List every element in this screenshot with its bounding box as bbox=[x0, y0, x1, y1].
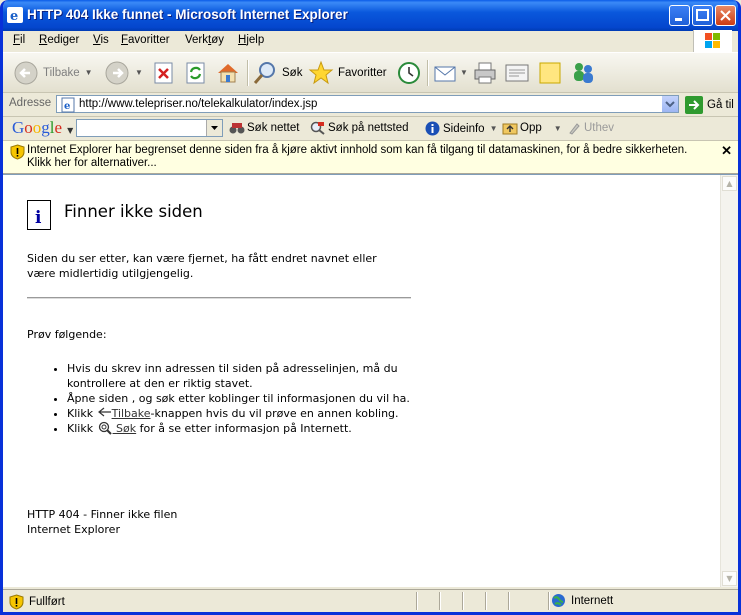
window-title: HTTP 404 Ikke funnet - Microsoft Internet Explorer bbox=[27, 7, 348, 22]
menu-help[interactable]: Hjelp bbox=[238, 34, 265, 46]
minimize-icon bbox=[670, 6, 689, 25]
stop-icon bbox=[152, 61, 176, 85]
page-title: Finner ikke siden bbox=[64, 202, 203, 221]
printer-icon bbox=[472, 60, 498, 86]
shield-warning-icon bbox=[10, 144, 25, 160]
edit-button[interactable] bbox=[504, 58, 530, 87]
messenger-icon bbox=[569, 60, 597, 86]
svg-text:e: e bbox=[10, 9, 19, 23]
back-link[interactable]: Tilbake bbox=[111, 407, 151, 420]
menu-file[interactable]: Fil bbox=[13, 34, 26, 46]
close-button[interactable] bbox=[715, 5, 736, 26]
search-link[interactable]: Søk bbox=[112, 422, 137, 435]
error-description: Siden du ser etter, kan være fjernet, ha fått endret navnet eller være midlertidig utilgjengelig. bbox=[27, 252, 377, 280]
highlighter-icon bbox=[567, 121, 581, 135]
error-code: HTTP 404 - Finner ikke filen bbox=[27, 508, 178, 521]
sticky-note-icon bbox=[537, 60, 563, 86]
refresh-icon bbox=[184, 61, 208, 85]
forward-button[interactable] bbox=[104, 58, 143, 87]
info-page-icon: i bbox=[27, 200, 51, 230]
google-toolbar bbox=[3, 117, 738, 141]
mail-button[interactable] bbox=[433, 58, 468, 87]
menu-tools[interactable]: Verktøy bbox=[185, 34, 224, 46]
star-icon bbox=[308, 60, 334, 86]
back-arrow-icon bbox=[97, 407, 112, 417]
history-button[interactable] bbox=[396, 58, 422, 87]
binoculars-icon bbox=[229, 121, 245, 135]
print-button[interactable] bbox=[472, 58, 498, 87]
address-input[interactable]: e http://www.telepriser.no/telekalkulator/index.jsp bbox=[56, 95, 679, 113]
scroll-up-button[interactable]: ▲ bbox=[722, 176, 737, 191]
search-icon bbox=[97, 421, 113, 435]
stop-button[interactable] bbox=[152, 58, 176, 87]
chevron-down-icon: ▼ bbox=[489, 124, 498, 133]
suggestion-list bbox=[27, 361, 447, 436]
title-bar[interactable] bbox=[0, 0, 741, 31]
status-bar bbox=[3, 589, 738, 613]
address-dropdown-button[interactable] bbox=[661, 96, 678, 112]
menu-favorites[interactable]: Favoritter bbox=[121, 34, 170, 46]
menu-view[interactable]: Vis bbox=[93, 34, 109, 46]
chevron-down-icon: ▼ bbox=[84, 68, 93, 77]
list-item: • Åpne siden , og søk etter koblinger til informasjonen du vil ha. bbox=[67, 391, 447, 406]
site-search-icon bbox=[310, 121, 326, 135]
up-button[interactable]: Opp ▼ bbox=[502, 121, 562, 135]
minimize-button[interactable] bbox=[669, 5, 690, 26]
chevron-down-icon: ▼ bbox=[135, 68, 143, 77]
page-info-button[interactable]: Sideinfo ▼ bbox=[425, 121, 497, 136]
discuss-button[interactable] bbox=[537, 58, 563, 87]
vertical-scrollbar[interactable] bbox=[720, 175, 738, 587]
google-search-input[interactable] bbox=[76, 119, 223, 137]
maximize-button[interactable] bbox=[692, 5, 713, 26]
windows-flag-icon bbox=[693, 30, 732, 52]
page-content bbox=[3, 174, 738, 587]
information-bar[interactable] bbox=[3, 141, 738, 174]
chevron-down-icon: ▼ bbox=[67, 126, 74, 135]
home-button[interactable] bbox=[215, 58, 241, 87]
folder-up-icon bbox=[502, 121, 518, 135]
information-bar-message: Internet Explorer har begrenset denne siden fra å kjøre aktivt innhold som kan få tilgang til datamaskinen, for å bedre sikkerheten. Klikk her for alternativer... bbox=[27, 144, 688, 169]
page-icon bbox=[60, 97, 76, 113]
close-icon bbox=[716, 6, 735, 25]
chevron-down-icon: ▼ bbox=[460, 68, 468, 77]
info-icon bbox=[425, 121, 440, 136]
menu-edit[interactable]: Rediger bbox=[39, 34, 80, 46]
chevron-down-icon: ▼ bbox=[553, 123, 562, 133]
standard-toolbar bbox=[3, 53, 738, 93]
google-search-dropdown[interactable] bbox=[206, 120, 222, 136]
security-zone[interactable]: Internett bbox=[551, 593, 613, 608]
svg-text:e: e bbox=[64, 101, 71, 112]
go-arrow-icon bbox=[685, 96, 703, 114]
menu-bar bbox=[3, 31, 738, 53]
back-arrow-icon bbox=[13, 60, 39, 86]
ie-logo-icon bbox=[7, 7, 23, 23]
chevron-down-icon bbox=[662, 96, 678, 112]
favorites-button[interactable]: Favoritter bbox=[308, 58, 387, 87]
shield-warning-icon bbox=[9, 594, 24, 610]
try-label: Prøv følgende: bbox=[27, 328, 107, 341]
messenger-button[interactable] bbox=[569, 58, 597, 87]
go-button[interactable]: Gå til bbox=[685, 96, 734, 114]
highlight-button[interactable]: Uthev bbox=[567, 121, 614, 135]
history-icon bbox=[396, 60, 422, 86]
chevron-down-icon bbox=[207, 120, 222, 136]
list-item: • Klikk Søk for å se etter informasjon på Internett. bbox=[67, 421, 447, 436]
edit-document-icon bbox=[504, 60, 530, 86]
divider bbox=[27, 297, 411, 299]
close-icon[interactable]: ✕ bbox=[721, 143, 732, 158]
forward-arrow-icon bbox=[104, 60, 130, 86]
back-button[interactable]: Tilbake ▼ bbox=[13, 58, 93, 87]
globe-icon bbox=[551, 593, 566, 608]
search-site-button[interactable]: Søk på nettsted bbox=[310, 121, 409, 135]
list-item: • Klikk Tilbake-knappen hvis du vil prøve en annen kobling. bbox=[67, 406, 447, 421]
search-web-button[interactable]: Søk nettet bbox=[229, 121, 299, 135]
google-logo[interactable]: Google ▼ bbox=[12, 118, 74, 137]
status-text: Fullført bbox=[29, 596, 65, 608]
maximize-icon bbox=[693, 6, 712, 25]
list-item: • Hvis du skrev inn adressen til siden på adresselinjen, må du kontrollere at den er riktig stavet. bbox=[67, 361, 447, 391]
address-bar: Adresse e http://www.telepriser.no/telekalkulator/index.jsp Gå til bbox=[3, 93, 738, 117]
home-icon bbox=[215, 60, 241, 86]
search-icon bbox=[252, 60, 278, 86]
error-source: Internet Explorer bbox=[27, 523, 120, 536]
scroll-down-button[interactable]: ▼ bbox=[722, 571, 737, 586]
mail-icon bbox=[433, 60, 459, 86]
search-button[interactable]: Søk bbox=[252, 58, 302, 87]
refresh-button[interactable] bbox=[184, 58, 208, 87]
